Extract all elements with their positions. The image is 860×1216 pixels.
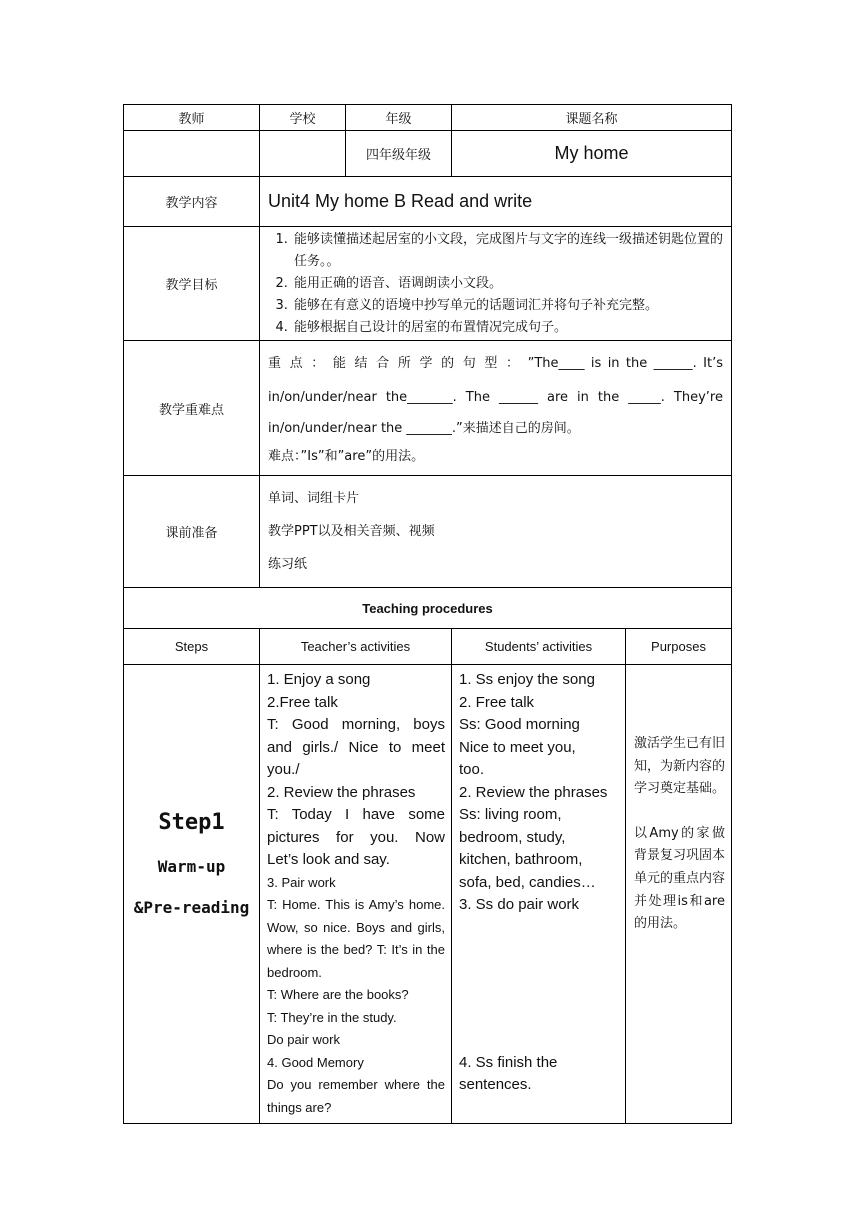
goal-item: 4. 能够根据自己设计的居室的布置情况完成句子。 [292,317,723,339]
key-point-line: 重 点 ： 能 结 合 所 学 的 句 型 ： ”The____ is in the ______. It’s [268,356,723,371]
preparation-label: 课前准备 [124,476,260,588]
goal-item: 3. 能够在有意义的语境中抄写单元的话题词汇并将句子补充完整。 [292,295,723,317]
preparation-cell [260,476,732,588]
preparation-item: 单词、词组卡片 [268,491,360,506]
school-value [260,131,346,177]
step1-title: Step1 [158,810,225,835]
purpose-paragraph: 以Amy的家做背景复习巩固本单元的重点内容并处理is和are的用法。 [634,825,726,932]
student-activity-line: 2. Review the phrases [459,783,608,801]
teacher-activity-line: 3. Pair work [267,874,336,890]
teacher-activity-line: T: Where are the books? [267,987,409,1002]
preparation-item: 练习纸 [268,557,308,572]
teacher-activity-line: Let’s look and say. [267,851,390,868]
step1-subtitle-warmup: Warm-up [157,857,226,876]
student-activity-spacer [459,917,619,1052]
student-activity-line: 2. Free talk [459,693,535,711]
procedures-title: Teaching procedures [124,588,732,629]
header-label-row [124,105,732,131]
procedures-title-row [124,588,732,629]
student-activity-line: kitchen, bathroom, [459,851,583,868]
key-point-line: in/on/under/near the_______. The ______ are in the _____. They’re [268,390,723,405]
col-steps-header: Steps [124,629,260,665]
step1-cell [124,665,260,1124]
teacher-activity-line: and girls./ Nice to meet [267,738,445,756]
teacher-label: 教师 [124,105,260,131]
step1-subtitle-prereading: &Pre-reading [133,898,250,917]
teacher-activity-line: pictures for you. Now [267,828,445,846]
teacher-activity-line: Do pair work [267,1032,340,1047]
step1-row [124,665,732,1124]
student-activity-line: 4. Ss finish the [459,1053,558,1071]
student-activity-line: Ss: Good morning [459,716,580,733]
goal-item: 1. 能够读懂描述起居室的小文段，完成图片与文字的连线一级描述钥匙位置的任务。。 [292,229,723,273]
preparation-row [124,476,732,588]
teacher-activities-cell [260,665,452,1124]
goals-label: 教学目标 [124,227,260,341]
header-value-row [124,131,732,177]
student-activity-line: Ss: living room, [459,806,562,823]
student-activity-line: sentences. [459,1076,532,1093]
content-row [124,177,732,227]
teacher-activity-line: you./ [267,761,300,778]
goals-list [260,229,731,339]
grade-label: 年级 [346,105,452,131]
content-value: Unit4 My home B Read and write [260,177,732,227]
lesson-name-label: 课题名称 [452,105,732,131]
key-point-line: in/on/under/near the _______.”来描述自己的房间。 [268,421,580,436]
difficulty-line: 难点：”Is”和”are”的用法。 [268,449,425,464]
content-label: 教学内容 [124,177,260,227]
teacher-activity-line: 2.Free talk [267,693,338,711]
lesson-name-value: My home [452,131,732,177]
teacher-activity-line: 2. Review the phrases [267,783,416,801]
teacher-activity-line: 4. Good Memory [267,1054,364,1070]
teacher-activity-paragraph: Do you remember where the things are? [267,1077,445,1115]
goals-row [124,227,732,341]
col-students-header: Students’ activities [452,629,626,665]
lesson-plan-sheet [123,104,731,1124]
student-activity-line: bedroom, study, [459,828,566,846]
key-points-label: 教学重难点 [124,341,260,476]
school-label: 学校 [260,105,346,131]
teacher-activity-line: T: Good morning, boys [267,716,445,733]
goals-cell [260,227,732,341]
teacher-value [124,131,260,177]
teacher-activity-line: T: Today I have some [267,806,445,823]
student-activities-cell [452,665,626,1124]
lesson-plan-table [123,104,732,1124]
teacher-activity-paragraph: T: Home. This is Amy’s home. Wow, so nice. Boys and girls, where is the bed? T: It’s in the bedroom. [267,897,445,980]
grade-value: 四年级年级 [346,131,452,177]
procedures-header-row [124,629,732,665]
student-activity-line: Nice to meet you, [459,738,576,756]
goal-item: 2. 能用正确的语音、语调朗读小文段。 [292,273,723,295]
student-activity-line: 3. Ss do pair work [459,896,580,913]
student-activity-line: sofa, bed, candies… [459,873,596,891]
col-teacher-header: Teacher’s activities [260,629,452,665]
student-activity-line: 1. Ss enjoy the song [459,671,595,688]
purpose-paragraph: 激活学生已有旧知，为新内容的学习奠定基础。 [634,736,726,797]
key-points-cell [260,341,732,476]
teacher-activity-line: 1. Enjoy a song [267,671,371,688]
student-activity-line: too. [459,761,485,778]
preparation-item: 教学PPT以及相关音频、视频 [268,524,435,539]
col-purposes-header: Purposes [626,629,732,665]
purposes-cell [626,665,732,1124]
teacher-activity-line: T: They’re in the study. [267,1009,397,1025]
key-points-row [124,341,732,476]
